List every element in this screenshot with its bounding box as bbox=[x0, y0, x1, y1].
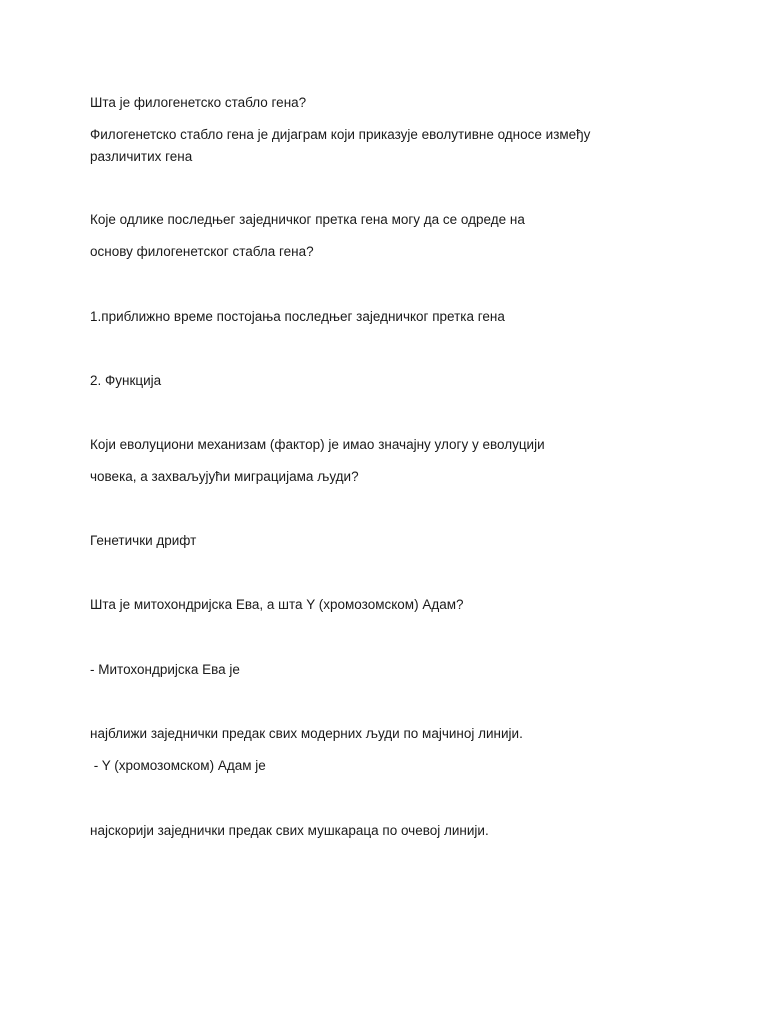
question-evolution-mechanism-line1: Који еволуциони механизам (фактор) је имао значајну улогу у еволуцији bbox=[90, 437, 545, 452]
answer-phylogenetic-tree: Филогенетско стабло гена је дијаграм који приказује еволутивне односе између различитих гена bbox=[90, 127, 591, 164]
question-ancestor-traits-line1: Које одлике последњег заједничког претка гена могу да се одреде на bbox=[90, 212, 525, 227]
question-phylogenetic-tree: Шта је филогенетско стабло гена? bbox=[90, 95, 307, 110]
answer-adam-definition: најскорији заједнички предак свих мушкараца по очевој линији. bbox=[90, 823, 489, 838]
answer-item-function: 2. Функција bbox=[90, 373, 162, 388]
answer-eve-definition: најближи заједнички предак свих модерних људи по мајчиној линији. bbox=[90, 726, 523, 741]
question-eve-adam: Шта је митохондријска Ева, а шта Y (хромозомском) Адам? bbox=[90, 597, 464, 612]
question-evolution-mechanism-line2: човека, а захваљујући миграцијама људи? bbox=[90, 469, 359, 484]
answer-eve-label: - Митохондријска Ева је bbox=[90, 662, 240, 677]
answer-adam-label: - Y (хромозомском) Адам је bbox=[90, 758, 266, 773]
answer-item-time: 1.приближно време постојања последњег заједничког претка гена bbox=[90, 309, 505, 324]
question-ancestor-traits-line2: основу филогенетског стабла гена? bbox=[90, 244, 314, 259]
answer-genetic-drift: Генетички дрифт bbox=[90, 533, 197, 548]
